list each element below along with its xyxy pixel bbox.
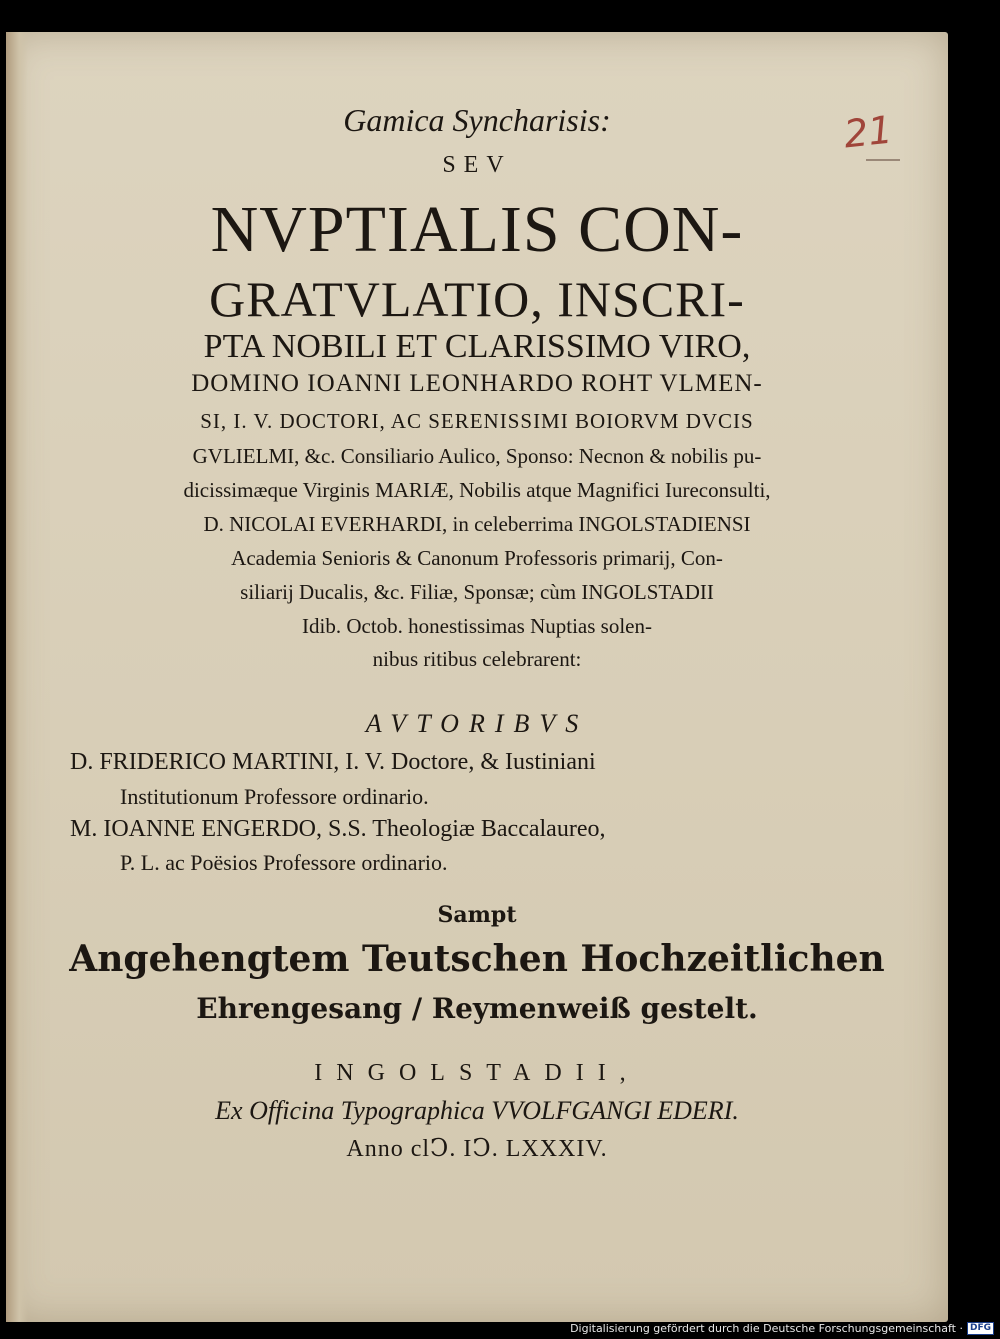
author-2-line-1: M. IOANNE ENGERDO, S.S. Theologiæ Baccalaureo, xyxy=(70,816,606,842)
autoribus-heading: AVTORIBVS xyxy=(365,709,589,738)
pencil-annotation: 21 xyxy=(841,107,895,157)
imprint-printer: Ex Officina Typographica VVOLFGANGI EDERI. xyxy=(215,1096,739,1125)
german-title-1: Angehengtem Teutschen Hochzeitlichen xyxy=(69,938,885,980)
dfg-logo: DFG xyxy=(967,1322,994,1335)
sampt-line: Sampt xyxy=(437,902,517,928)
dedication-line-5: SI, I. V. DOCTORI, AC SERENISSIMI BOIORVM DVCIS xyxy=(200,409,754,433)
imprint-year: Anno clↃ. IↃ. LXXXIV. xyxy=(346,1136,608,1162)
seu-line: SEV xyxy=(442,152,512,178)
dedication-line-7: dicissimæque Virginis MARIÆ, Nobilis atque Magnifici Iureconsulti, xyxy=(183,478,771,502)
credit-text: Digitalisierung gefördert durch die Deutsche Forschungsgemeinschaft · xyxy=(570,1322,963,1335)
title-large-2: GRATVLATIO, INSCRI‑ xyxy=(209,271,745,327)
author-2-line-2: P. L. ac Poësios Professore ordinario. xyxy=(120,850,448,875)
dedication-line-12: nibus ritibus celebrarent: xyxy=(372,647,582,671)
german-title-2: Ehrengesang / Reymenweiß gestelt. xyxy=(196,992,758,1025)
dedication-line-9: Academia Senioris & Canonum Professoris primarij, Con‑ xyxy=(231,546,723,570)
author-1-line-2: Institutionum Professore ordinario. xyxy=(120,784,429,809)
dedication-line-4: DOMINO IOANNI LEONHARDO ROHT VLMEN‑ xyxy=(191,370,763,397)
title-page xyxy=(6,32,948,1322)
title-large-1: NVPTIALIS CON‑ xyxy=(210,193,744,266)
author-1-line-1: D. FRIDERICO MARTINI, I. V. Doctore, & Iustiniani xyxy=(70,749,596,775)
imprint-place: INGOLSTADII, xyxy=(314,1060,640,1086)
title-line-3: PTA NOBILI ET CLARISSIMO VIRO, xyxy=(203,328,751,365)
dedication-line-11: Idib. Octob. honestissimas Nuptias solen‑ xyxy=(302,614,652,638)
dedication-line-8: D. NICOLAI EVERHARDI, in celeberrima INGOLSTADIENSI xyxy=(203,512,751,536)
title-italic: Gamica Syncharisis: xyxy=(343,102,611,138)
dedication-line-6: GVLIELMI, &c. Consiliario Aulico, Sponso: Necnon & nobilis pu‑ xyxy=(192,444,762,468)
digitization-credit xyxy=(570,1322,994,1335)
dedication-line-10: siliarij Ducalis, &c. Filiæ, Sponsæ; cùm INGOLSTADII xyxy=(240,580,714,604)
